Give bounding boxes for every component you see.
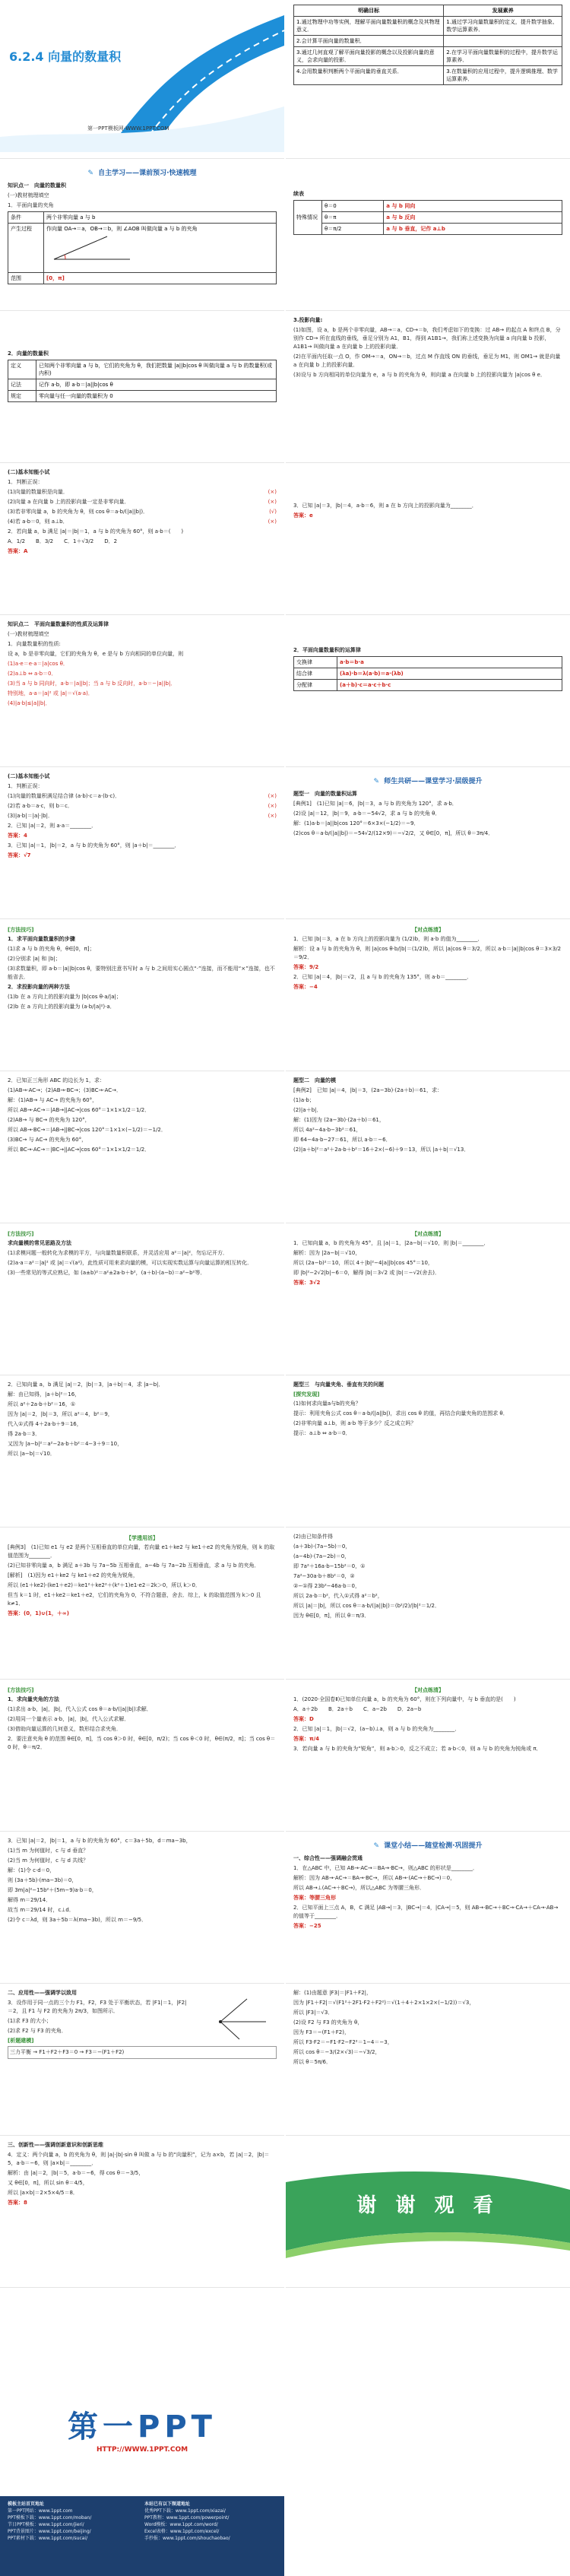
quiz-line: (4)若 a·b＝0，则 a⊥b． (×)	[8, 519, 277, 525]
text-line: 解析：设 a 与 b 的夹角为 θ，则 |a|cos θ·b/|b|＝(1/2)b，所以 |a|cos θ＝3/2，所以 a·b＝|a||b|cos θ＝3×3/2＝9/2．	[293, 946, 562, 960]
footer-link[interactable]: Excel表格：www.1ppt.com/excel/	[144, 2529, 220, 2534]
text-line: 答案：等腰三角形	[293, 1895, 336, 1901]
text-line: 3．已知 |a|＝2，|b|＝1，a 与 b 的夹角为 60°，c＝3a＋5b，d＝ma−3b，	[8, 1838, 192, 1844]
text-line: 3．若向量 a 与 b 的夹角为“锐角”，则 a·b＞0，反之不成立；若 a·b＜0，则 a 与 b 的夹角为钝角或 π．	[293, 1746, 542, 1752]
text-line: 二、应用性——强调学以致用	[8, 1990, 77, 1996]
text-line: 所以 AB→·BC→＝|AB→||BC→|cos 120°＝1×1×(−1/2)＝−1/2．	[8, 1127, 166, 1133]
laws-table: 交换律 a·b＝b·a 结合律 (λa)·b＝λ(a·b)＝a·(λb) 分配律 (a＋b)·c＝a·c＋b·c	[293, 656, 562, 691]
text-line: 但当 k＝1 时，e1＋ke2＝ke1＋e2，它们的夹角为 0，不符合题意，舍去．综上，k 的取值范围为 k＞0 且 k≠1．	[8, 1592, 261, 1607]
footer-link[interactable]: 手抄报：www.1ppt.com/shouchaobao/	[144, 2536, 230, 2541]
text-line: 所以 AB→·AC→＝|AB→||AC→|cos 60°＝1×1×1/2＝1/2．	[8, 1107, 150, 1113]
slide-method-2	[0, 1224, 284, 1375]
text-line: 答案：9/2	[293, 964, 319, 970]
text-line: 所以 (2a−b)²＝10，所以 4＋|b|²−4|a||b|cos 45°＝10，	[293, 1260, 433, 1266]
text-line: (2)求 F2 与 F3 的夹角．	[8, 2028, 67, 2034]
slide-method-3	[0, 1680, 284, 1832]
text-line: (2)设 |a|＝12，|b|＝9，a·b＝−54√2，求 a 与 b 的夹角 θ．	[293, 811, 441, 817]
brand-site: HTTP://WWW.1PPT.COM	[96, 2446, 188, 2454]
text-line: 因为 |a|＝2，|b|＝3，所以 a²＝4，b²＝9，	[8, 1411, 113, 1417]
text-line: 1．在△ABC 中，已知 AB→·AC→＝BA→·BC→，则△ABC 的形状是________．	[293, 1865, 478, 1871]
quiz-line: (1)向量的数量积满足结合律 (a·b)·c＝a·(b·c)． (×)	[8, 793, 277, 799]
text-line: [典例2] 已知 |a|＝4，|b|＝3，(2a−3b)·(2a＋b)＝61，求：	[293, 1087, 442, 1093]
text-line: 解得 m＝29/14．	[8, 1897, 52, 1903]
slide-dot-product-def	[0, 312, 284, 463]
text-line: (1)a·b；	[293, 1097, 315, 1103]
quiz-line: 3．已知 |a|＝1，|b|＝2，a 与 b 的夹角为 60°，则 |a＋b|＝________．	[8, 842, 180, 849]
book-icon: ✎	[87, 170, 94, 177]
text-line: 解：(1)由题意 |F3|＝|F1＋F2|，	[293, 1990, 372, 1996]
links-column-1: 模板主站首页地址 第一PPT网站：www.1ppt.com PPT模板下载：www.1ppt.com/moban/ 节日PPT模板：www.1ppt.com/jieri/ PPT背景图片：www.1ppt.com/beijing/ PPT素材下载：www.1ppt.com/sucai/	[8, 2501, 92, 2541]
text-line: 1．向量数量积的性质:	[8, 641, 61, 647]
slide-perp-practice	[0, 1832, 284, 1984]
text-line: 7a²−30a·b＋8b²＝0，②	[293, 1573, 355, 1579]
text-line: 则 (3a＋5b)·(ma−3b)＝0，	[8, 1877, 78, 1883]
text-line: (a−4b)·(7a−2b)＝0，	[293, 1553, 350, 1559]
text-line: 即 |b|²−2√2|b|−6＝0，解得 |b|＝3√2 或 |b|＝−√2(舍去)．	[293, 1270, 440, 1276]
link-footer	[0, 2496, 284, 2576]
text-line: (3)BC→ 与 AC→ 的夹角为 60°，	[8, 1137, 87, 1143]
footer-link[interactable]: PPT教程：www.1ppt.com/powerpoint/	[144, 2515, 230, 2520]
thanks-text: 谢 谢 观 看	[356, 2194, 499, 2217]
slide-summary	[286, 1832, 570, 1984]
text-line: 1．求向量夹角的方法	[8, 1696, 59, 1702]
footer-link[interactable]: PPT背景图片：www.1ppt.com/beijing/	[8, 2529, 91, 2534]
book-icon: ✎	[373, 778, 380, 785]
text-line: 因为 |F1＋F2|＝√(F1²＋2F1·F2＋F2²)＝√(1＋4＋2×1×2×(−1/2))＝√3，	[293, 2000, 475, 2006]
continued-label: 续表	[293, 191, 304, 197]
text-line: 解：(1)AB→ 与 AC→ 的夹角为 60°，	[8, 1097, 98, 1103]
text-line: (2)用同一个量表示 a·b，|a|，|b|，代入公式求解．	[8, 1716, 130, 1722]
quiz-line: A．1/2 B．3/2 C．1＋√3/2 D．2	[8, 538, 118, 544]
text-line: 4．定义：两个向量 a，b 的夹角为 θ，则 |a|·|b|·sin θ 叫做 a 与 b 的“向量积”，记为 a×b，若 |a|＝2，|b|＝5，a·b＝−6，则 |a×b|＝________．	[8, 2152, 270, 2166]
text-line: 又 θ∈[0，π]，所以 sin θ＝4/5，	[8, 2180, 88, 2186]
text-line: (2)a·a＝a²＝|a|² 或 |a|＝√(a²)，此性质可用来求向量的模，可以实现实数运算与向量运算的相互转化．	[8, 1260, 253, 1266]
goal-3: 3.通过几何直观了解平面向量投影的概念以及投影向量的意义，会求向量的投影．	[294, 47, 444, 66]
quiz-title: (二)基本知能小试	[8, 773, 50, 779]
text-line: (2)分别求 |a| 和 |b|；	[8, 956, 61, 962]
projection-title: 3.投影向量:	[293, 317, 323, 323]
method-tag: [方法技巧]	[8, 927, 34, 933]
text-line: [解析] (1)因为 e1＋ke2 与 ke1＋e2 的夹角为锐角，	[8, 1572, 138, 1578]
section-header: ✎ 师生共研——课堂学习·层级提升	[373, 778, 483, 785]
brand-logo: 第一PPT	[68, 2409, 217, 2444]
slide-triangle	[0, 1072, 284, 1223]
quiz-line: 1．判断正误：	[8, 479, 43, 485]
text-line: (1)a·e＝e·a＝|a|cos θ．	[8, 661, 68, 667]
slide-example-3	[0, 1528, 284, 1680]
slide-practice-2	[286, 1224, 570, 1375]
text-line: 答案：−25	[293, 1923, 321, 1929]
slide-angle-perp	[286, 1376, 570, 1528]
text-line: 所以 θ＝5π/6．	[293, 2059, 331, 2065]
text-line: 解析：因为 AB→·AC→＝BA→·BC→，所以 AB→·(AC→＋BC→)＝0，	[293, 1875, 456, 1881]
text-line: (3)当 a 与 b 同向时，a·b＝|a||b|；当 a 与 b 反向时，a·b＝−|a||b|．	[8, 680, 176, 687]
text-line: 答案：8	[8, 2200, 27, 2206]
text-line: 所以 BC→·AC→＝|BC→||AC→|cos 60°＝1×1×1/2＝1/2．	[8, 1147, 150, 1153]
text-line: 2．已知 |a|＝4，|b|＝√2，且 a 与 b 的夹角为 135°，则 a·b＝________．	[293, 974, 473, 980]
quiz-answer: 答案：e	[293, 512, 313, 519]
slide-projection	[286, 312, 570, 463]
literacy-1: 1.通过学习向量数量积的定义，提升数学抽象、数学运算素养．	[444, 17, 562, 36]
slide-laws	[286, 616, 570, 767]
literacy-2	[444, 36, 562, 47]
text-line: (3)借助向量运算的几何意义，数形结合求夹角．	[8, 1726, 122, 1732]
fill-header: (一)教材梳理填空	[8, 192, 49, 198]
goals-slide	[286, 0, 570, 159]
text-line: 1．已知向量 a，b 的夹角为 45°，且 |a|＝1，|2a−b|＝√10，则 |b|＝________．	[293, 1240, 489, 1246]
projection-text-1: (1)如图，设 a，b 是两个非零向量，AB→＝a，CD→＝b，我们考虑如下的变换：过 AB→ 的起点 A 和终点 B，分别作 CD→ 所在直线的垂线，垂足分别为 A1，B1，得到 A1B1→，我们称上述变换为向量 a 向向量 b 投影，A1B1→ 叫做向量 a 在向量 b 上的投影向量．	[293, 327, 561, 350]
text-line: (2)令 c＝λd，则 3a＋5b＝λ(ma−3b)，所以 m＝−9/5．	[8, 1917, 147, 1923]
text-line: 答案：−4	[293, 984, 318, 990]
topic-title: 题型一 向量的数量积运算	[293, 791, 357, 797]
text-line: A．a＋2b B．2a＋b C．a−2b D．2a−b	[293, 1706, 422, 1712]
quiz-answer: 答案：√7	[8, 852, 31, 858]
text-line: 答案：3√2	[293, 1280, 321, 1286]
slide-angle-definition	[0, 160, 284, 311]
learn-tag: 【学透用活】	[126, 1535, 158, 1541]
text-line: 所以 cos θ＝−3/(2×√3)＝−√3/2，	[293, 2049, 381, 2055]
section-title: 2．平面向量数量积的运算律	[293, 647, 361, 653]
text-line: 所以 (e1＋ke2)·(ke1＋e2)＝ke1²＋ke2²＋(k²＋1)e1·e2＝2k＞0，所以 k＞0．	[8, 1582, 201, 1588]
item-heading: 1．平面向量的夹角	[8, 202, 54, 208]
text-line: 答案：π/4	[293, 1736, 319, 1742]
quiz-line: 3．已知 |a|＝3，|b|＝4，a·b＝6，则 a 在 b 方向上的投影向量为________．	[293, 503, 477, 509]
method-tag: [方法技巧]	[8, 1687, 34, 1693]
slide-method-1	[0, 920, 284, 1071]
text-line: 答案：D	[293, 1716, 314, 1722]
footer-link[interactable]: PPT模板下载：www.1ppt.com/moban/	[8, 2515, 92, 2520]
section-header: ✎ 课堂小结——随堂检测·巩固提升	[373, 1842, 483, 1850]
text-line: 又因为 |a−b|²＝a²−2a·b＋b²＝4−3＋9＝10，	[8, 1441, 123, 1447]
slide-application-answer	[286, 1984, 570, 2136]
angle-diagram	[46, 233, 138, 263]
text-line: (a＋3b)·(7a−5b)＝0，	[293, 1543, 351, 1550]
text-line: [典例1] (1)已知 |a|＝6，|b|＝3，a 与 b 的夹角为 120°，求 a·b．	[293, 801, 458, 807]
footer-link[interactable]: 第一PPT网站：www.1ppt.com	[8, 2508, 73, 2514]
slide-application	[0, 1984, 284, 2136]
text-line: 2．已知正三角形 ABC 的边长为 1，求：	[8, 1077, 105, 1083]
goal-1: 1.通过物理中功等实例，理解平面向量数量积的概念及其物理意义．	[294, 17, 444, 36]
text-line: 特别地，a·a＝|a|² 或 |a|＝√(a·a)．	[8, 690, 93, 696]
text-line: 2．要注意夹角 θ 的范围 θ∈[0，π]，当 cos θ＞0 时，θ∈[0，π/2)；当 cos θ＜0 时，θ∈(π/2，π]；当 cos θ＝0 时，θ＝π/2．	[8, 1736, 276, 1750]
text-line: 所以 |a−b|＝√10．	[8, 1451, 55, 1457]
text-line: 提示：利用夹角公式 cos θ＝a·b/(|a||b|)，求出 cos θ 的值，再结合向量夹角的范围求 θ．	[293, 1410, 508, 1416]
text-line: (1)求出 a·b，|a|，|b|，代入公式 cos θ＝a·b/(|a||b|)求解．	[8, 1706, 152, 1712]
practice-tag: 【对点练清】	[412, 927, 444, 933]
text-line: (1)求 F3 的大小；	[8, 2018, 52, 2024]
title-slide	[0, 0, 284, 159]
slide-innovation	[0, 2137, 284, 2288]
text-line: 故当 m＝29/14 时，c⊥d．	[8, 1907, 74, 1913]
angle-table: 条件 两个非零向量 a 与 b 产生过程 作向量 OA→＝a，OB→＝b，则 ∠AOB 叫做向量 a 与 b 的夹角 范围 [0，π]	[8, 211, 277, 284]
quiz-answer: 答案：4	[8, 833, 27, 839]
text-line: (3)一些常见的等式应熟记，如 (a±b)²＝a²±2a·b＋b²，(a＋b)·(a−b)＝a²−b²等．	[8, 1270, 206, 1276]
projection-text-3: (3)设与 b 方向相同的单位向量为 e，a 与 b 的夹角为 θ，则向量 a 在向量 b 上的投影向量为 |a|cos θ e．	[293, 372, 546, 378]
text-line: (一)教材梳理填空	[8, 631, 49, 637]
text-line: 求向量模的常见思路及方法	[8, 1240, 71, 1246]
text-line: 所以 F3·F2＝−F1·F2−F2²＝1−4＝−3，	[293, 2039, 393, 2045]
quiz-line: (2)向量 a 在向量 b 上的投影向量一定是非零向量． (×)	[8, 499, 277, 505]
text-line: (2)AB→ 与 BC→ 的夹角为 120°，	[8, 1117, 90, 1123]
text-line: 所以 4a²−4a·b−3b²＝61，	[293, 1127, 362, 1133]
quiz-title: (二)基本知能小试	[8, 469, 50, 475]
text-line: (1)b 在 a 方向上的投影向量为 |b|cos θ·a/|a|；	[8, 994, 122, 1000]
slide-special-cases	[286, 160, 570, 311]
goal-4: 4.会用数量积判断两个平面向量的垂直关系．	[294, 66, 444, 85]
text-line: 提示：a⊥b ⇔ a·b＝0．	[293, 1430, 351, 1436]
text-line: (1)AB→·AC→；(2)AB→·BC→；(3)BC→·AC→．	[8, 1087, 122, 1093]
quiz-line: (2)若 a·b＝a·c，则 b＝c． (×)	[8, 803, 277, 809]
text-line: (4)|a·b|≤|a||b|．	[8, 700, 51, 706]
text-line: (1)如何求向量a与b的夹角？	[293, 1401, 361, 1407]
dot-product-table: 定义 已知两个非零向量 a 与 b，它们的夹角为 θ，我们把数量 |a||b|cos θ 叫做向量 a 与 b 的数量积(或内积) 记法 记作 a·b，即 a·b＝|a||b|cos θ 规定 零向量与任一向量的数量积为 0	[8, 360, 277, 402]
text-line: 所以 |a|＝|b|，所以 cos θ＝a·b/(|a||b|)＝(b²/2)/|b|²＝1/2．	[293, 1603, 440, 1609]
goals-col2: 发展素养	[444, 5, 562, 17]
text-line: (1)求模问题一般转化为求模的平方，与向量数量积联系，并灵活应用 a²＝|a|²，勿忘记开方．	[8, 1250, 229, 1256]
slide-example-1	[286, 768, 570, 919]
text-line: 答案：(0，1)∪(1，＋∞)	[8, 1610, 69, 1616]
text-line: 解析：因为 |2a−b|＝√10，	[293, 1250, 361, 1256]
text-line: 因为 F3＝−(F1＋F2)，	[293, 2029, 350, 2035]
text-line: 因为 θ∈[0，π]，所以 θ＝π/3．	[293, 1613, 370, 1619]
projection-text-2: (2)在平面内任取一点 O，作 OM→＝a，ON→＝b，过点 M 作直线 ON 的垂线，垂足为 M1，则 OM1→ 就是向量 a 在向量 b 上的投影向量．	[293, 354, 561, 368]
text-line: 1．已知 |b|＝3，a 在 b 方向上的投影向量为 (1/2)b，则 a·b 的值为________．	[293, 936, 483, 942]
goals-table	[293, 5, 562, 85]
topic-title: 题型二 向量的模	[293, 1077, 336, 1083]
text-line: 解：由已知得，|a＋b|²＝16，	[8, 1391, 81, 1397]
section-title: 2．向量的数量积	[8, 351, 49, 357]
text-line: 所以 2a·b＝b²，代入①式得 a²＝b²，	[293, 1593, 383, 1599]
text-line: 代入①式得 4＋2a·b＋9＝16，	[8, 1421, 82, 1427]
force-diagram	[205, 1995, 274, 2041]
quiz-line: 1．判断正误：	[8, 783, 43, 789]
footer-link[interactable]: 优秀PPT下载：www.1ppt.com/xiazai/	[144, 2508, 226, 2514]
page-title: 6.2.4 向量的数量积	[9, 49, 122, 64]
model-box: 三力平衡 → F1＋F2＋F3＝0 → F3＝−(F1＋F2)	[8, 2046, 277, 2059]
method-tag: [方法技巧]	[8, 1231, 34, 1237]
text-line: 即 7a²＋16a·b−15b²＝0，①	[293, 1563, 366, 1569]
text-line: ②−①得 23b²−46a·b＝0，	[293, 1583, 360, 1589]
text-line: 解：(1)a·b＝|a||b|cos 120°＝6×3×(−1/2)＝−9．	[293, 820, 420, 826]
text-line: (2)由已知条件得	[293, 1534, 333, 1540]
site-caption: 第一PPT模板网-WWW.1PPT.COM	[87, 125, 169, 132]
text-line: (1)求 a 与 b 的夹角 θ，θ∈[0，π]；	[8, 946, 95, 952]
text-line: 即 64−4a·b−27＝61，所以 a·b＝−6．	[293, 1137, 391, 1143]
thanks-slide	[286, 2137, 570, 2288]
text-line: (2)设 F2 与 F3 的夹角为 θ，	[293, 2019, 363, 2026]
text-line: (2)|a＋b|．	[293, 1107, 322, 1113]
slide-quiz-1	[0, 464, 284, 615]
text-line: [典例3] (1)已知 e1 与 e2 是两个互相垂直的单位向量，若向量 e1＋ke2 与 ke1＋e2 的夹角为锐角，则 k 的取值范围为________．	[8, 1544, 275, 1559]
text-line: 解析：由 |a|＝2，|b|＝5，a·b＝−6，得 cos θ＝−3/5，	[8, 2170, 144, 2176]
text-line: 即 3m|a|²−15b²＋(5m−9)a·b＝0，	[8, 1887, 97, 1893]
footer-link[interactable]: Word模板：www.1ppt.com/word/	[144, 2522, 218, 2527]
practice-tag: 【对点练清】	[412, 1687, 444, 1693]
text-line: 1．求平面向量数量积的步骤	[8, 936, 75, 942]
text-line: 所以 |a×b|＝2×5×4/5＝8．	[8, 2190, 78, 2196]
quiz-answer: 答案：A	[8, 548, 28, 554]
knowledge-point: 知识点二 平面向量数量积的性质及运算律	[8, 621, 109, 627]
text-line: 所以 AB→⊥(AC→＋BC→)，所以△ABC 为等腰三角形．	[293, 1885, 426, 1891]
quiz-line: 2．已知 |a|＝2，则 a·a＝________．	[8, 823, 97, 829]
text-line: 三、创新性——强调创新意识和创新思维	[8, 2142, 103, 2148]
footer-link[interactable]: 节日PPT模板：www.1ppt.com/jieri/	[8, 2522, 84, 2527]
text-line: 3．设作用于同一点的三个力 F1，F2，F3 处于平衡状态，若 |F1|＝1，|F2|＝2，且 F1 与 F2 的夹角为 2π/3，如图所示．	[8, 2000, 187, 2014]
text-line: (2)已知非零向量 a，b 满足 a＋3b 与 7a−5b 互相垂直，a−4b 与 7a−2b 互相垂直，求 a 与 b 的夹角．	[8, 1562, 260, 1569]
topic-title: 题型三 与向量夹角、垂直有关的问题	[293, 1382, 384, 1388]
slide-quiz-3	[0, 768, 284, 919]
slide-modulus	[286, 1072, 570, 1223]
model-tag: [析题建模]	[8, 2038, 34, 2044]
literacy-4: 3.在数量积的应用过程中，提升逻辑推理、数学运算素养．	[444, 66, 562, 85]
special-cases-table: 特殊情况 θ＝0 a 与 b 同向 θ＝π a 与 b 反向 θ＝π/2 a 与 b 垂直，记作 a⊥b	[293, 200, 562, 235]
text-line: (2)b 在 a 方向上的投影向量为 (a·b/|a|²)·a．	[8, 1004, 116, 1010]
goal-2: 2.会计算平面向量的数量积．	[294, 36, 444, 47]
text-line: 所以 |F3|＝√3．	[293, 2010, 334, 2016]
text-line: 解：(1)因为 (2a−3b)·(2a＋b)＝61，	[293, 1117, 385, 1123]
slide-practice-3	[286, 1680, 570, 1832]
slide-example-3b	[286, 1528, 570, 1680]
text-line: 得 2a·b＝3．	[8, 1431, 41, 1437]
text-line: 2．已知向量 a，b 满足 |a|＝2，|b|＝3，|a＋b|＝4，求 |a−b|．	[8, 1382, 164, 1388]
text-line: (2)|a＋b|²＝a²＋2a·b＋b²＝16＋2×(−6)＋9＝13，所以 |a＋b|＝√13．	[293, 1147, 470, 1153]
text-line: 解：(1)令 c·d＝0，	[8, 1867, 55, 1873]
practice-tag: 【对点练清】	[412, 1231, 444, 1237]
slide-modulus-practice	[0, 1376, 284, 1528]
slide-practice-1	[286, 920, 570, 1071]
section-header: ✎ 自主学习——课前预习·快速梳理	[87, 170, 197, 177]
text-line: 一、综合性——强调融会贯通	[293, 1855, 363, 1861]
text-line: (2)a⊥b ⇔ a·b＝0．	[8, 671, 57, 677]
text-line: 2．求投影向量的两种方法	[8, 984, 70, 990]
text-line: 所以 a²＋2a·b＋b²＝16，①	[8, 1401, 76, 1407]
goals-col1: 明确目标	[294, 5, 444, 17]
text-line: 1．(2020·全国卷Ⅱ)已知单位向量 a，b 的夹角为 60°，则在下列向量中，与 b 垂直的是( )	[293, 1696, 516, 1702]
quiz-line: (3)若非零向量 a，b 的夹角为 θ，则 cos θ＝a·b/(|a||b|)． (√)	[8, 509, 277, 515]
text-line: 2．已知平面上三点 A，B，C 满足 |AB→|＝3，|BC→|＝4，|CA→|＝5，则 AB→·BC→＋BC→·CA→＋CA→·AB→ 的值等于________．	[293, 1905, 559, 1919]
text-line: (2)非零向量 a⊥b，则 a·b 等于多少？反之成立吗？	[293, 1420, 416, 1426]
literacy-3: 2.在学习平面向量数量积的过程中，提升数学运算素养．	[444, 47, 562, 66]
quiz-line: 2．若向量 a，b 满足 |a|＝|b|＝1，a 与 b 的夹角为 60°，则 a·b＝( )	[8, 528, 184, 535]
text-line: 设 a，b 是非零向量，它们的夹角为 θ，e 是与 b 方向相同的单位向量，则	[8, 651, 184, 657]
text-line: (3)求数量积，即 a·b＝|a||b|cos θ，要特别注意书写时 a 与 b 之间用实心圆点“·”连接，而不能用“×”连接，也不能省去．	[8, 966, 275, 980]
knowledge-point: 知识点一 向量的数量积	[8, 182, 66, 189]
text-line: (1)当 m 为何值时，c 与 d 垂直？	[8, 1848, 89, 1854]
slide-quiz-2	[286, 464, 570, 615]
book-icon: ✎	[373, 1842, 380, 1850]
quiz-line: (1)向量的数量积是向量． (×)	[8, 489, 277, 495]
text-line: (2)当 m 为何值时，c 与 d 共线？	[8, 1857, 89, 1864]
text-line: 2．已知 |a|＝1，|b|＝√2，(a−b)⊥a，则 a 与 b 的夹角为________．	[293, 1726, 461, 1732]
text-line: (2)cos θ＝a·b/(|a||b|)＝−54√2/(12×9)＝−√2/2，又 θ∈[0，π]，所以 θ＝3π/4．	[293, 830, 494, 836]
footer-link[interactable]: PPT素材下载：www.1ppt.com/sucai/	[8, 2536, 88, 2541]
quiz-line: (3)|a·b|＝|a|·|b|． (×)	[8, 813, 277, 819]
explore-tag: [探究发现]	[293, 1391, 320, 1397]
slide-properties	[0, 616, 284, 767]
links-column-2: 本站已有以下频道地址 优秀PPT下载：www.1ppt.com/xiazai/ PPT教程：www.1ppt.com/powerpoint/ Word模板：www.1ppt.com/word/ Excel表格：www.1ppt.com/excel/ 手抄报：www.1ppt.com/shouchaobao/	[144, 2501, 230, 2541]
